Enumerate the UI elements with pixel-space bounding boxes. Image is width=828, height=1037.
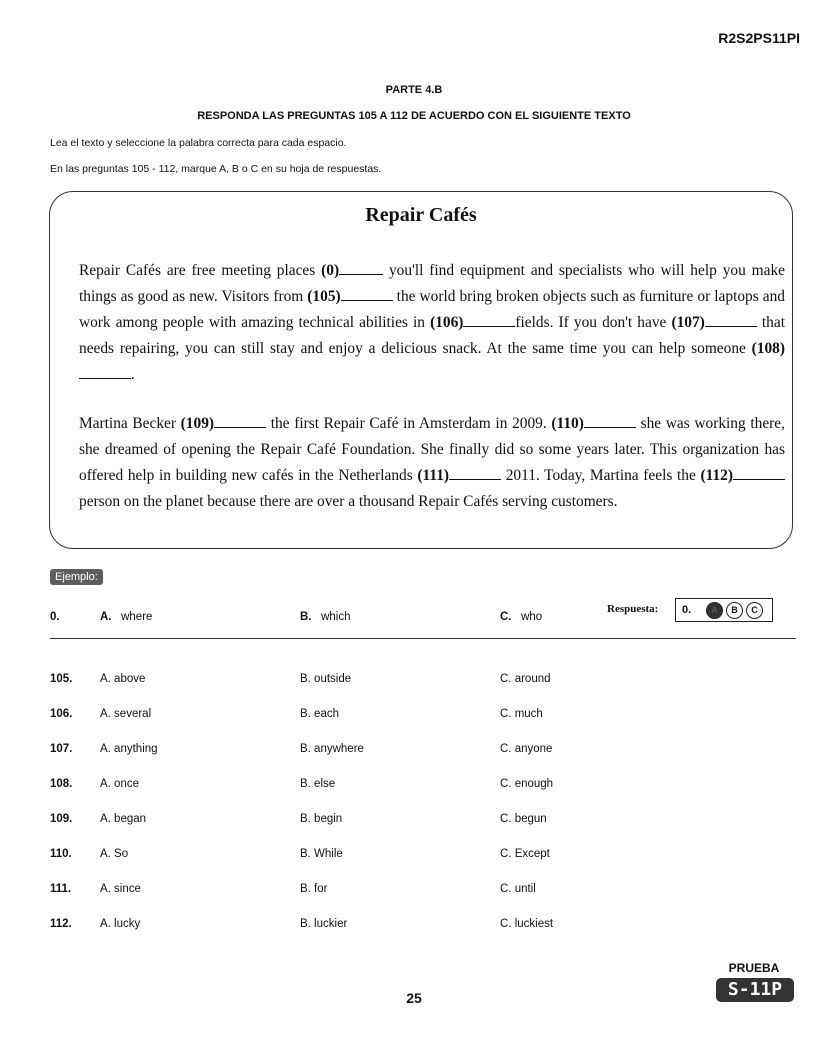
option-c: C. around bbox=[500, 673, 551, 685]
option-b: B. each bbox=[300, 708, 339, 720]
instruction-mark: En las preguntas 105 - 112, marque A, B o C en su hoja de respuestas. bbox=[50, 163, 382, 175]
passage-paragraph-1: Repair Cafés are free meeting places (0) you'll find equipment and specialists who will help you make things as good as new. Visitors from (105) the world bring broken objects such as furniture or laptops and work among people with amazing technical abilities in (106) fields. If you don't have (107) that needs repairing, you can still stay and enjoy a delicious snack. At the same time you can help someone (108). bbox=[79, 262, 785, 383]
question-number: 112. bbox=[50, 918, 72, 930]
option-b: B. anywhere bbox=[300, 743, 364, 755]
question-number: 110. bbox=[50, 848, 72, 860]
option-a: A. anything bbox=[100, 743, 158, 755]
option-a: A. lucky bbox=[100, 918, 141, 930]
passage-paragraph-2: Martina Becker (109) the first Repair Café in Amsterdam in 2009. (110) she was working there, she dreamed of opening the Repair Café Foundation. She finally did so some years later. This organization has offered help in building new cafés in the Netherlands (111) 2011. Today, Martina feels the (112) person on the planet because there are over a thousand Repair Cafés serving customers. bbox=[79, 415, 785, 510]
example-badge: Ejemplo: bbox=[50, 569, 103, 585]
section-heading: RESPONDA LAS PREGUNTAS 105 A 112 DE ACUERDO CON EL SIGUIENTE TEXTO bbox=[197, 110, 631, 122]
option-a: A. once bbox=[100, 778, 139, 790]
option-b: B. While bbox=[300, 848, 343, 860]
page-number: 25 bbox=[406, 990, 422, 1006]
option-a: A. since bbox=[100, 883, 141, 895]
option-b: B. for bbox=[300, 883, 328, 895]
option-c: C. much bbox=[500, 708, 543, 720]
prueba-code-badge: S-11P bbox=[716, 978, 794, 1002]
answer-box bbox=[675, 598, 773, 622]
option-a: A. So bbox=[100, 848, 129, 860]
option-c: C. Except bbox=[500, 848, 550, 860]
divider-rule bbox=[50, 638, 796, 639]
option-b: B. outside bbox=[300, 673, 352, 685]
document-code: R2S2PS11PI bbox=[718, 30, 800, 46]
option-b: B. begin bbox=[300, 813, 343, 825]
option-c: C. until bbox=[500, 883, 536, 895]
option-b: B. else bbox=[300, 778, 336, 790]
option-b: B. luckier bbox=[300, 918, 348, 930]
answer-number: 0. bbox=[682, 604, 692, 616]
question-number: 109. bbox=[50, 813, 73, 825]
option-a: A. several bbox=[100, 708, 152, 720]
example-option-b: B. which bbox=[300, 611, 351, 623]
answer-label: Respuesta: bbox=[607, 603, 659, 615]
answer-bubble-b: B bbox=[726, 602, 743, 619]
question-number: 111. bbox=[50, 883, 72, 895]
example-option-a: A. where bbox=[100, 611, 153, 623]
option-c: C. begun bbox=[500, 813, 547, 825]
question-number: 108. bbox=[50, 778, 73, 790]
part-title: PARTE 4.B bbox=[385, 84, 443, 96]
instruction-read: Lea el texto y seleccione la palabra correcta para cada espacio. bbox=[50, 137, 347, 149]
option-c: C. luckiest bbox=[500, 918, 554, 930]
passage-box bbox=[49, 191, 793, 549]
example-number: 0. bbox=[50, 611, 60, 623]
question-number: 106. bbox=[50, 708, 73, 720]
option-a: A. above bbox=[100, 673, 146, 685]
question-number: 107. bbox=[50, 743, 73, 755]
answer-bubble-c: C bbox=[746, 602, 763, 619]
question-number: 105. bbox=[50, 673, 73, 685]
option-c: C. anyone bbox=[500, 743, 553, 755]
example-option-c: C. who bbox=[500, 611, 543, 623]
option-c: C. enough bbox=[500, 778, 554, 790]
option-a: A. began bbox=[100, 813, 147, 825]
answer-bubble-a: A bbox=[706, 602, 723, 619]
prueba-label: PRUEBA bbox=[728, 961, 780, 975]
passage-title: Repair Cafés bbox=[365, 204, 477, 226]
